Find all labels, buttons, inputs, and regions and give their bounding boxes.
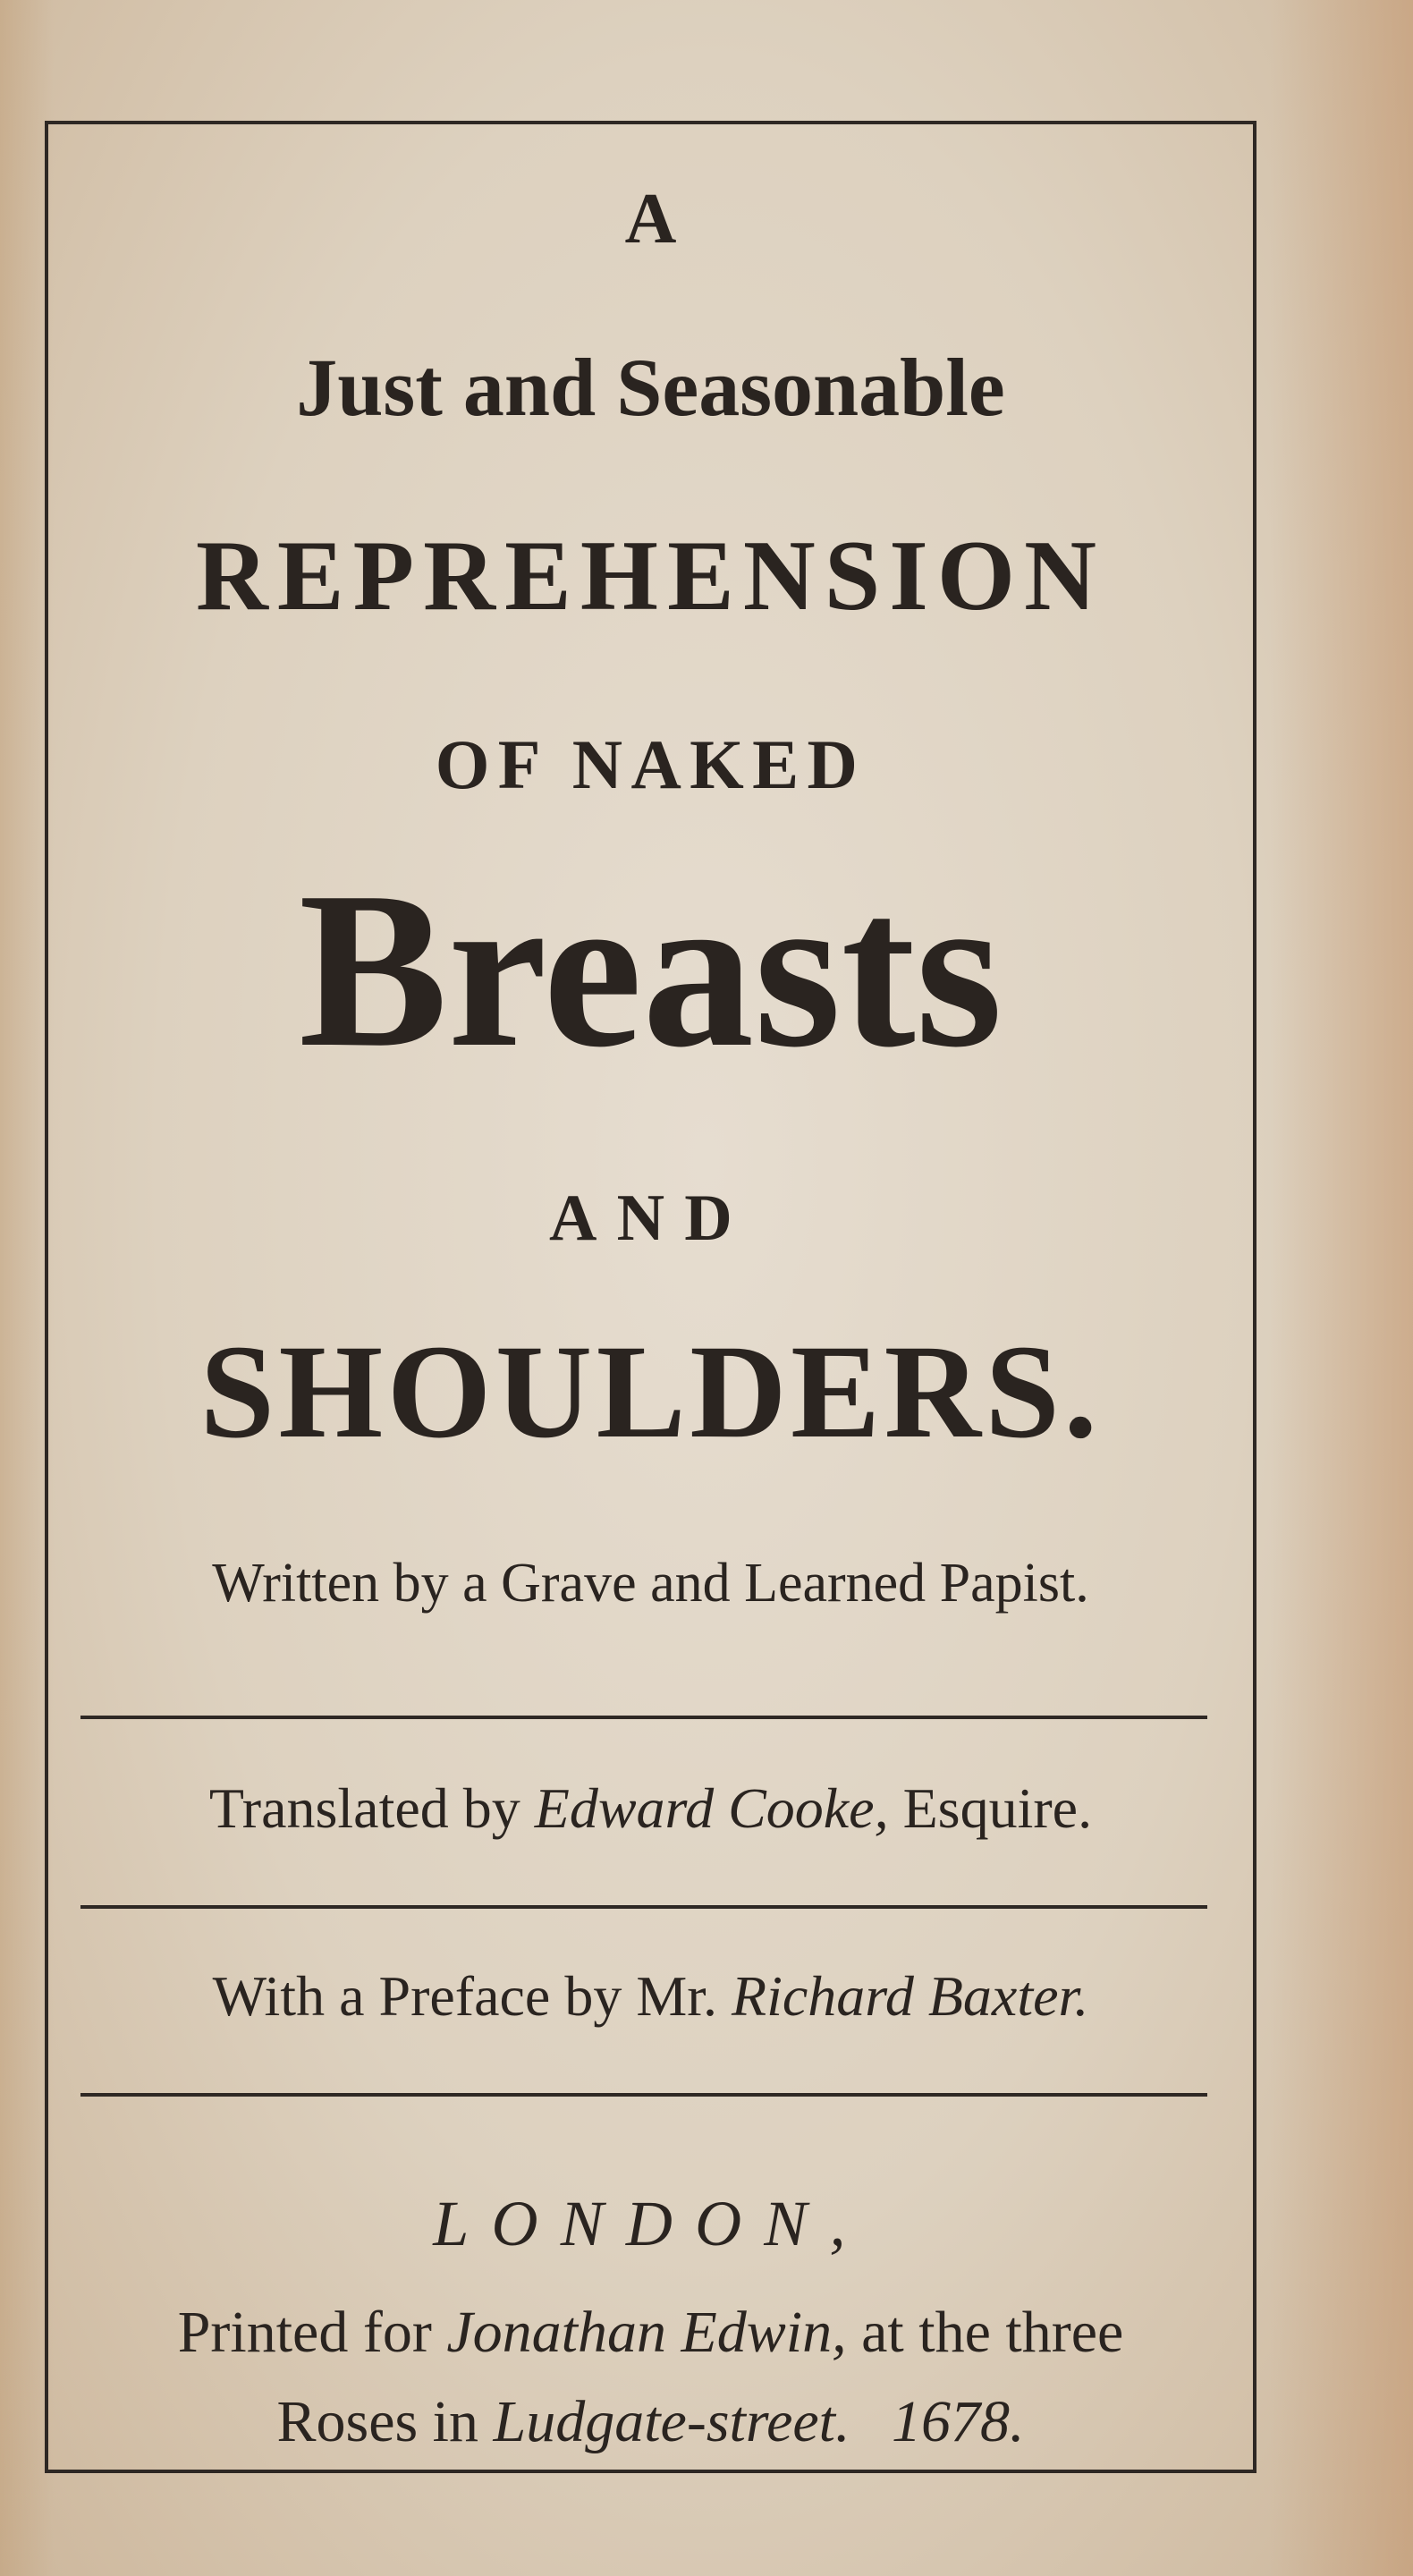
translator-name: Edward Cooke, [534, 1776, 889, 1840]
translator-suffix: Esquire. [902, 1776, 1093, 1840]
imprint-printer: Jonathan Edwin, [446, 2300, 847, 2365]
rule-3 [80, 2093, 1207, 2097]
imprint-printed-for-label: Printed for [177, 2300, 432, 2365]
title-and: AND [549, 1182, 752, 1255]
rule-1 [80, 1716, 1207, 1719]
author-line: Written by a Grave and Learned Papist. [212, 1553, 1089, 1614]
translator-prefix: Translated by [208, 1776, 520, 1840]
title-article: A [624, 180, 677, 258]
imprint-street-line [45, 2388, 1256, 2456]
imprint-street: Ludgate-street. [493, 2389, 850, 2454]
imprint-city: LONDON, [433, 2188, 868, 2259]
page-edge-stain-right [1270, 0, 1413, 2576]
preface-line [45, 1963, 1256, 2029]
imprint-location2: Roses in [276, 2389, 479, 2454]
imprint-location1: at the three [861, 2300, 1124, 2365]
title-of-naked: OF NAKED [435, 725, 867, 803]
title-shoulders: SHOULDERS. [199, 1318, 1102, 1466]
translator-line [45, 1775, 1256, 1842]
preface-prefix: With a Preface by Mr. [212, 1964, 718, 2028]
title-breasts: Breasts [299, 846, 1003, 1094]
page-border-frame [45, 121, 1256, 2473]
rule-2 [80, 1905, 1207, 1909]
title-subtitle: Just and Seasonable [296, 342, 1005, 433]
preface-name: Richard Baxter. [732, 1964, 1089, 2028]
imprint-printed-for [45, 2299, 1256, 2367]
imprint-year: 1678. [892, 2389, 1025, 2454]
title-reprehension: REPREHENSION [195, 521, 1106, 631]
